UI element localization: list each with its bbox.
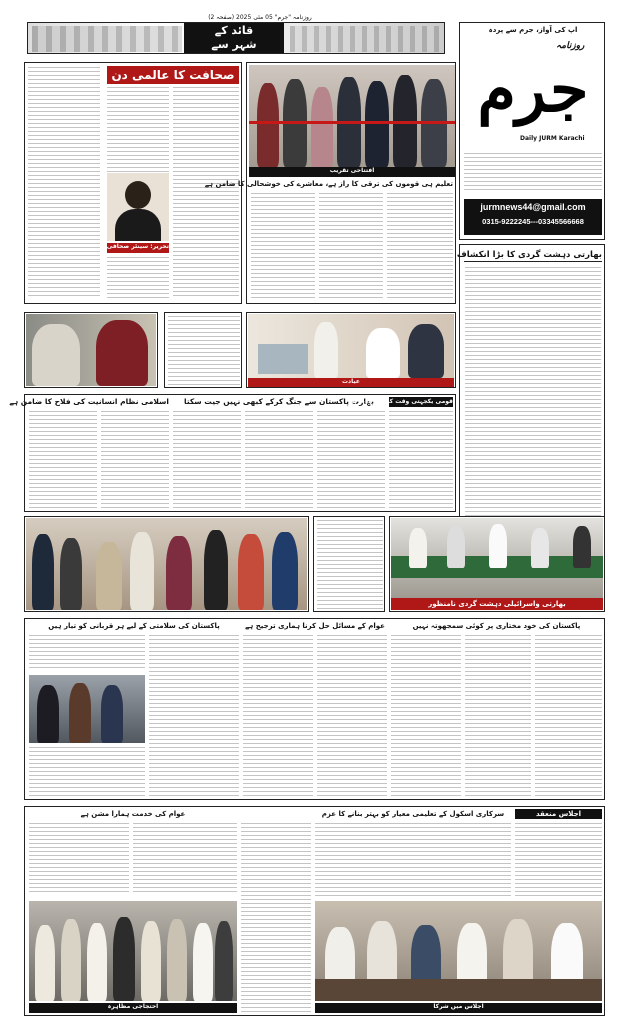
crowd-3 [87,923,107,1001]
bottom-headline-2: عوام کی خدمت ہمارا مشن ہے [80,810,186,818]
mid-news [9,394,456,512]
city-banner-line2: شہر سے [211,38,257,51]
lower-headline-3: پاکستان کی خود مختاری پر کوئی سمجھوتہ نہیں [412,622,581,630]
person-5 [365,81,389,167]
mid-col-6 [389,411,453,509]
columnist-caption: تحریر: سینئر صحافی [107,243,169,253]
crowd-4 [113,917,135,1001]
mid-col-5 [317,411,385,509]
band-person-8 [272,532,298,610]
press-day-col-3 [107,87,169,173]
visitor-2 [366,328,400,378]
editorial-title: بھارتی دہشت گردی کا بڑا انکشاف [456,250,602,260]
bottom-col-3 [241,823,311,1013]
press-day-col-2 [173,87,239,299]
ribbon-sub-headline: تعلیم ہی قوموں کی ترقی کا راز ہے، معاشرے کی خوشحالی کا ضامن ہے [204,180,453,188]
lower-col-4 [317,635,387,797]
contact-box [464,199,602,235]
band-caption: بھارتی واسرائیلی دہشت گردی نامنظور [391,598,603,610]
mid-col-3 [173,411,241,509]
mid-col-2 [101,411,169,509]
dateline: روزنامہ "جرم" 05 مئی 2025 (صفحہ 2) [208,14,312,21]
mid-col-4 [245,411,313,509]
crowd-1 [35,925,55,1001]
person-1 [257,83,279,167]
phones: 0315-9222245---03345566668 [482,217,584,226]
meeting-table [315,979,602,1001]
band-person-7 [238,534,264,610]
hospital-bed [258,344,308,374]
press-day-col-4 [107,257,169,299]
editorial-body [465,267,601,519]
elder-1 [32,324,80,386]
bottom-col-5 [515,823,602,897]
masthead-tagline: اپ کی آواز، جرم سے پردہ [488,26,578,34]
bottom-caption-right: اجلاس میں شرکا [315,1003,602,1013]
city-banner-line1: قائد کے [214,24,254,37]
columnist-head [125,181,151,209]
logo-sub: Daily JURM Karachi [520,135,585,142]
email[interactable]: jurmnews44@gmail.com [480,202,586,212]
banner-skyline-left [32,26,182,52]
bottom-photo-right [315,901,602,1001]
logo-prefix: روزنامہ [556,41,585,51]
protester-1 [409,528,427,568]
hospital-photo [248,314,454,378]
protester-3 [489,524,507,568]
person-3 [311,87,333,167]
mid-headline-2: بھارت پاکستان سے جنگ کرکے کبھی نہیں جیت سکتا [184,397,374,406]
protester-2 [447,526,465,568]
ribbon-col-2 [319,193,383,299]
band-photo-right [391,518,603,598]
ribbon-caption: افتتاحی تقریب [249,167,455,177]
hospital-photo-box [246,312,456,388]
crowd-2 [61,919,81,1001]
editorial [456,244,605,524]
lower-col-5 [391,635,461,797]
lower-headline-2: عوام کے مسائل حل کرنا ہماری ترجیح ہے [245,622,385,630]
bottom-col-1 [29,823,129,895]
band-person-5 [166,536,192,610]
city-banner-title [184,23,284,53]
mid-headline-1: اسلامی نظام انسانیت کی فلاح کا ضامن ہے [9,397,169,406]
ribbon [249,121,455,124]
visit-story [164,312,242,388]
band-photo-left [26,518,307,610]
crowd-8 [215,921,233,1001]
protester-4 [531,528,549,568]
band-story-text [317,520,383,610]
columnist-photo [107,173,169,241]
lower-col-6 [465,635,531,797]
protester-5 [573,526,591,568]
lower-photo [29,675,145,743]
elders-photo [26,314,156,386]
mid-headline-3: قومی یکجہتی وقت کی ضرورت ہے [349,398,453,405]
band-person-2 [60,538,82,610]
logo: جرم [477,53,589,126]
band-person-1 [32,534,54,610]
bottom-col-2 [133,823,237,895]
masthead [459,22,605,240]
bottom-headline-1: سرکاری اسکول کے تعلیمی معیار کو بہتر بنانے کا عزم [321,810,505,818]
photo-band-left [24,516,309,612]
crowd-5 [141,921,161,1001]
hospital-caption: عیادت [248,378,454,387]
lower-headline-1: پاکستان کی سلامتی کے لیے ہر قربانی کو تیار ہیں [48,622,220,630]
visitor-3 [408,324,444,378]
lower-col-1 [29,635,145,671]
elder-2 [96,320,148,386]
bottom-section [24,806,605,1016]
masthead-notice [464,153,602,193]
columnist-body [115,209,161,241]
visitor-1 [314,322,338,378]
bottom-photo-left [29,901,237,1001]
lower-col-3 [243,635,313,797]
ribbon-story [204,62,456,304]
band-person-4 [130,532,154,610]
visit-text [168,316,240,386]
band-person-3 [96,542,122,610]
bottom-caption-left: احتجاجی مظاہرہ [29,1003,237,1013]
lower-col-7 [535,635,602,797]
photo-band-right [389,516,605,612]
city-banner [27,22,445,54]
lower-person-3 [101,685,123,743]
crowd-7 [193,923,213,1001]
band-story [313,516,385,612]
lower-col-2 [149,635,239,797]
band-person-6 [204,530,228,610]
crowd-6 [167,919,187,1001]
press-day-col-1 [28,67,100,299]
bottom-col-4 [315,823,511,897]
ribbon-col-3 [387,193,453,299]
lower-col-1b [29,747,145,797]
elders-photo-box [24,312,158,388]
mid-col-1 [29,411,97,509]
lower-person-1 [37,685,59,743]
logo-panel [466,37,600,149]
lower-news [24,618,605,800]
ribbon-col-1 [251,193,315,299]
lower-person-2 [69,683,91,743]
press-day-title: صحافت کا عالمی دن [107,66,239,84]
banner-skyline-right [290,26,440,52]
bottom-headline-3: اجلاس منعقد [515,809,602,819]
ribbon-photo [249,65,455,167]
